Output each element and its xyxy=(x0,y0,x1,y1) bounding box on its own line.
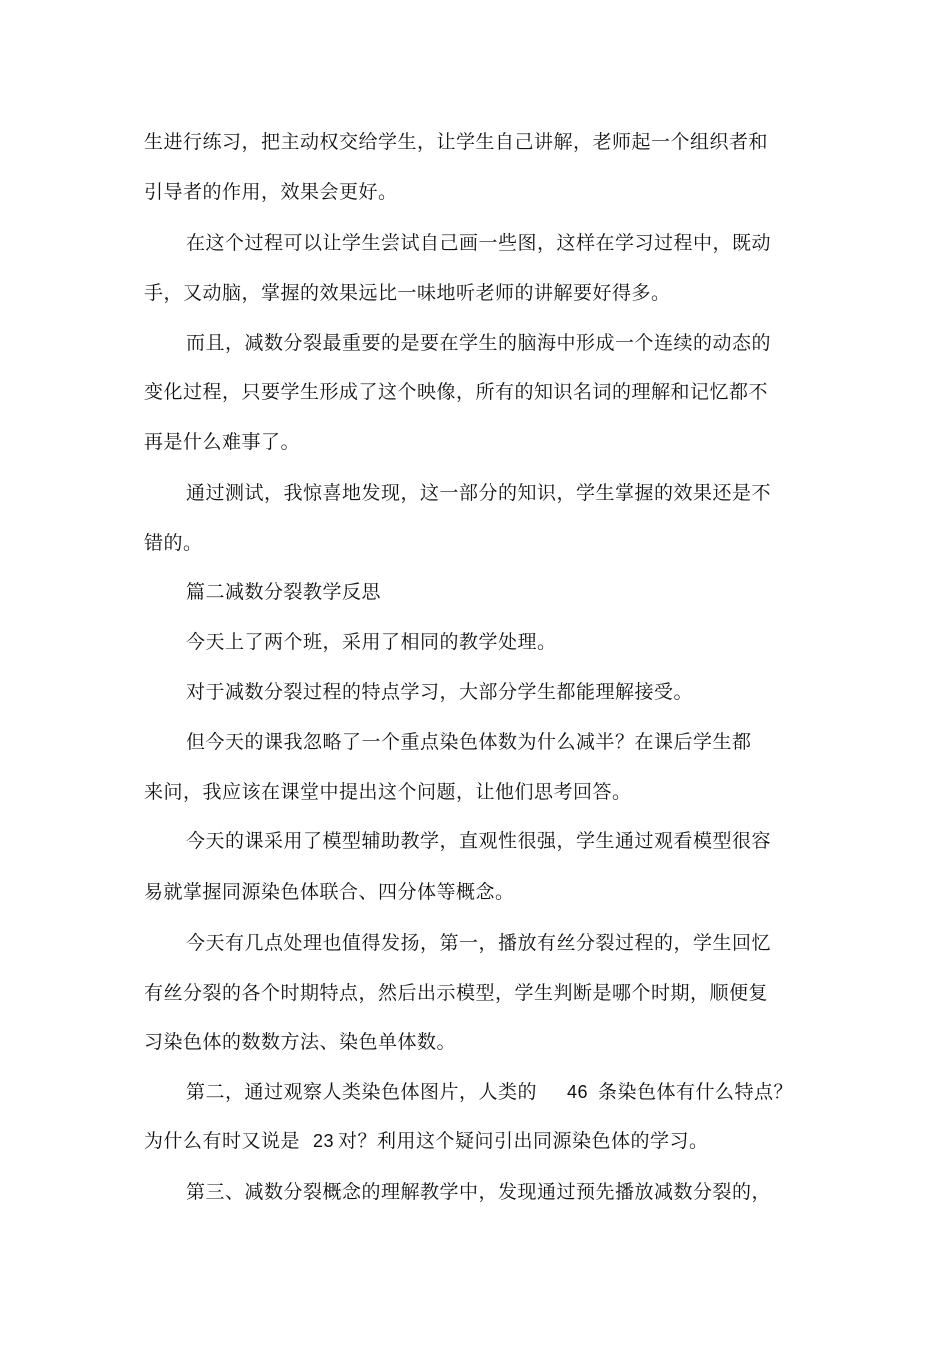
paragraph-line: 手，又动脑，掌握的效果远比一味地听老师的讲解要好得多。 xyxy=(144,282,671,304)
paragraph-line: 有丝分裂的各个时期特点，然后出示模型，学生判断是哪个时期，顺便复 xyxy=(144,982,769,1004)
paragraph-line: 再是什么难事了。 xyxy=(144,431,301,453)
paragraph-line: 对于减数分裂过程的特点学习，大部分学生都能理解接受。 xyxy=(186,681,694,703)
paragraph-line: 今天的课采用了模型辅助教学，直观性很强，学生通过观看模型很容 xyxy=(186,830,772,852)
paragraph-line: 引导者的作用，效果会更好。 xyxy=(144,181,398,203)
paragraph-line: 在这个过程可以让学生尝试自己画一些图，这样在学习过程中，既动 xyxy=(186,232,772,254)
paragraph-line: 为什么有时又说是 xyxy=(144,1130,301,1152)
number-text: 23 xyxy=(313,1131,335,1151)
paragraph-line: 第三、减数分裂概念的理解教学中，发现通过预先播放减数分裂的， xyxy=(186,1181,772,1203)
paragraph-line: 来问，我应该在课堂中提出这个问题，让他们思考回答。 xyxy=(144,781,632,803)
paragraph-line: 今天有几点处理也值得发扬，第一，播放有丝分裂过程的，学生回忆 xyxy=(186,932,772,954)
number-text: 46 xyxy=(567,1082,589,1102)
paragraph-line: 变化过程，只要学生形成了这个映像，所有的知识名词的理解和记忆都不 xyxy=(144,381,769,403)
paragraph-line: 今天上了两个班，采用了相同的教学处理。 xyxy=(186,631,557,653)
paragraph-line: 生进行练习，把主动权交给学生，让学生自己讲解，老师起一个组织者和 xyxy=(144,131,769,153)
paragraph-line: 习染色体的数数方法、染色单体数。 xyxy=(144,1031,457,1053)
paragraph-line: 错的。 xyxy=(144,532,203,554)
paragraph-line: 对？利用这个疑问引出同源染色体的学习。 xyxy=(338,1130,709,1152)
paragraph-line: 条染色体有什么特点？ xyxy=(598,1081,794,1103)
paragraph-line: 而且，减数分裂最重要的是要在学生的脑海中形成一个连续的动态的 xyxy=(186,332,772,354)
paragraph-line: 但今天的课我忽略了一个重点染色体数为什么减半？在课后学生都 xyxy=(186,731,752,753)
paragraph-line: 通过测试，我惊喜地发现，这一部分的知识，学生掌握的效果还是不 xyxy=(186,482,772,504)
section-heading: 篇二减数分裂教学反思 xyxy=(186,581,382,603)
paragraph-line: 第二，通过观察人类染色体图片，人类的 xyxy=(186,1081,538,1103)
paragraph-line: 易就掌握同源染色体联合、四分体等概念。 xyxy=(144,881,515,903)
